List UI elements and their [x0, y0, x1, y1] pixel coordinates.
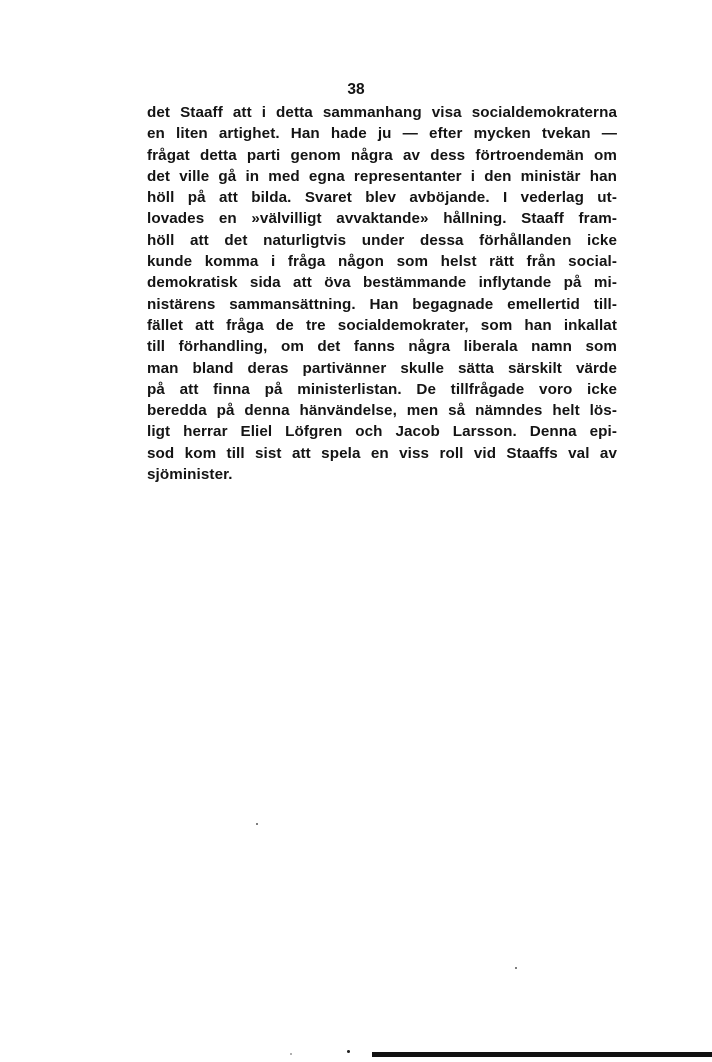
text-line: nistärens sammansättning. Han begagnade emellertid till- — [147, 295, 617, 313]
page-number: 38 — [347, 81, 365, 98]
scan-speck — [290, 1053, 292, 1055]
text-line: det ville gå in med egna representanter i den ministär han — [147, 167, 617, 185]
text-line: till förhandling, om det fanns några liberala namn som — [147, 338, 617, 356]
text-line: lovades en »välvilligt avvaktande» hållning. Staaff fram- — [147, 210, 617, 228]
text-line: höll på att bilda. Svaret blev avböjande. I vederlag ut- — [147, 189, 617, 207]
scan-speck — [515, 967, 517, 969]
text-line: det Staaff att i detta sammanhang visa socialdemokraterna — [147, 104, 617, 121]
text-line: demokratisk sida att öva bestämmande inflytande på mi- — [147, 274, 617, 292]
page-edge-shadow — [372, 1052, 712, 1057]
scan-speck — [256, 823, 258, 825]
text-line: kunde komma i fråga någon som helst rätt från social- — [147, 253, 617, 271]
text-line: höll att det naturligtvis under dessa förhållanden icke — [147, 231, 617, 249]
body-text — [147, 102, 617, 485]
text-line: sjöminister. — [147, 466, 233, 484]
scan-speck — [347, 1050, 350, 1053]
text-line: man bland deras partivänner skulle sätta särskilt värde — [147, 359, 617, 377]
text-line: en liten artighet. Han hade ju — efter mycken tvekan — — [147, 125, 617, 143]
text-line: fället att fråga de tre socialdemokrater, som han inkallat — [147, 316, 617, 334]
text-line: ligt herrar Eliel Löfgren och Jacob Larsson. Denna epi- — [147, 423, 617, 441]
text-line: på att finna på ministerlistan. De tillfrågade voro icke — [147, 380, 617, 398]
text-line: beredda på denna hänvändelse, men så nämndes helt lös- — [147, 402, 617, 420]
text-line: frågat detta parti genom några av dess förtroendemän om — [147, 146, 617, 164]
text-line: sod kom till sist att spela en viss roll vid Staaffs val av — [147, 444, 617, 462]
